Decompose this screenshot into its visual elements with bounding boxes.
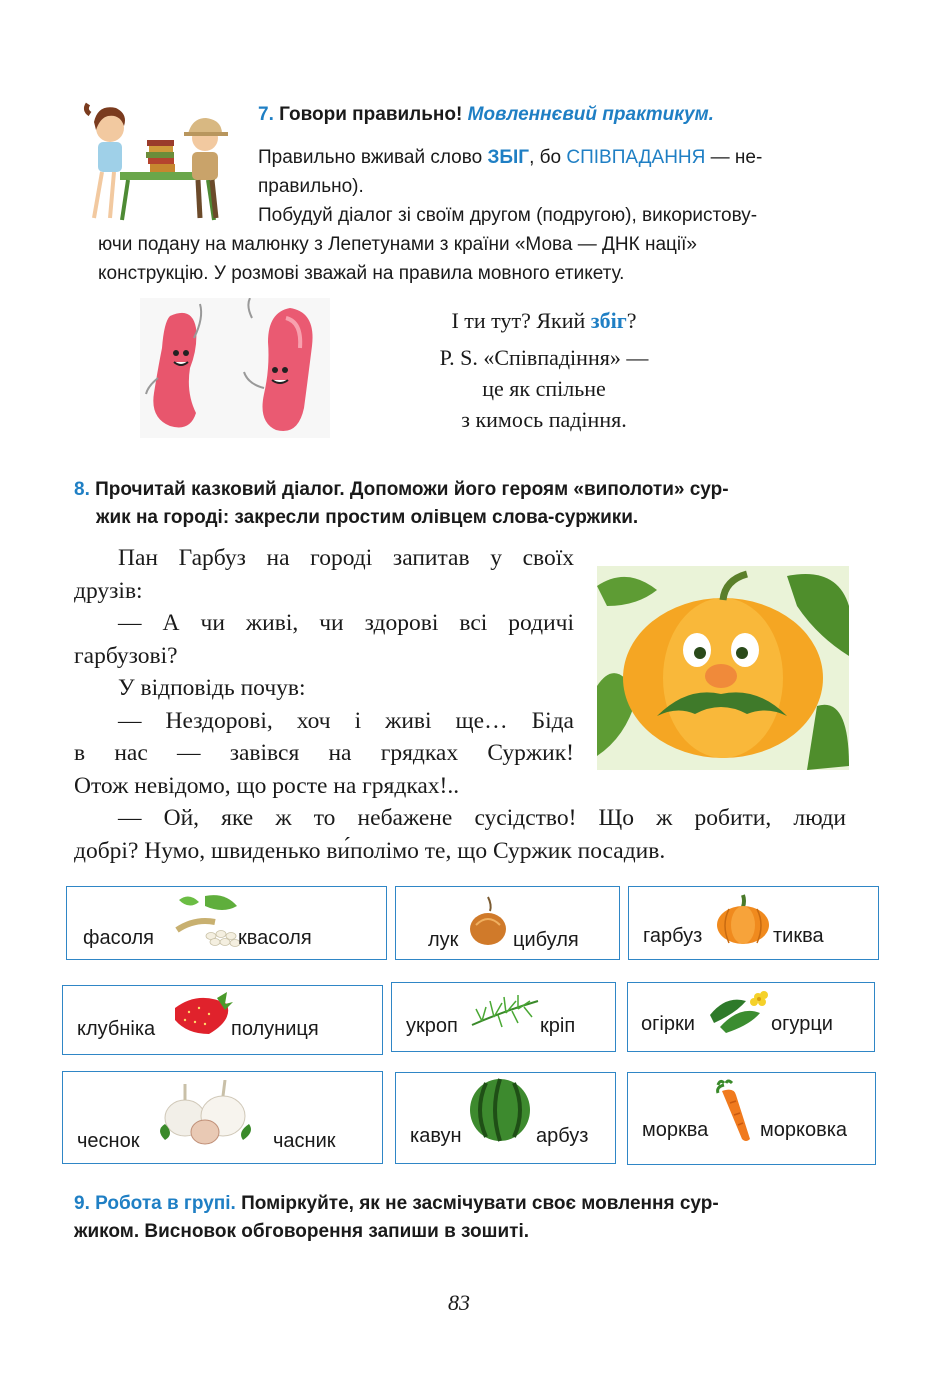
story-line: Отож невідомо, що росте на грядках!.. xyxy=(74,772,460,799)
story-line: гарбузові? xyxy=(74,642,178,669)
exercise-7-text-line: конструкцію. У розмові зважай на правила мовного етикету. xyxy=(98,263,625,284)
word-pair-box xyxy=(66,886,387,960)
word-option: чеснок xyxy=(77,1130,140,1152)
word-pair-box xyxy=(627,982,875,1052)
pumpkin-character-illustration xyxy=(597,566,849,770)
pumpkin-icon xyxy=(715,893,771,945)
poem-line: І ти тут? Який збіг? xyxy=(451,308,637,333)
garlic-icon xyxy=(155,1080,255,1150)
exercise-9-text-line: жиком. Висновок обговорення запиши в зошиті. xyxy=(74,1221,530,1242)
word-option: цибуля xyxy=(513,929,579,951)
word-option: огурци xyxy=(771,1013,833,1035)
word-option: морква xyxy=(642,1119,709,1141)
highlight-word: збіг xyxy=(590,308,627,333)
word-option: морковка xyxy=(760,1119,848,1141)
exercise-8-text-line: жик на городі: закресли простим олівцем слова-суржики. xyxy=(96,507,639,528)
children-reading-illustration xyxy=(80,100,250,225)
story-line: — Ой, яке ж то небажене сусідство! Що ж робити, люди xyxy=(118,805,846,831)
word-pair-box xyxy=(395,886,620,960)
highlight-word: СПІВПАДАННЯ xyxy=(566,147,706,168)
exercise-subtitle: Мовленнєвий практикум. xyxy=(467,104,714,125)
word-pair-box xyxy=(628,886,879,960)
exercise-number: 9. xyxy=(74,1193,90,1214)
exercise-number: 8. xyxy=(74,479,90,500)
word-option: арбуз xyxy=(536,1125,589,1147)
highlight-word: ЗБІГ xyxy=(487,147,530,168)
exercise-title: Говори правильно! xyxy=(279,104,463,125)
poem-line: з кимось падіння. xyxy=(461,407,627,432)
word-pair-box xyxy=(62,1071,383,1164)
poem-block xyxy=(404,305,684,435)
word-option: клубніка xyxy=(77,1018,156,1040)
word-pair-box xyxy=(391,982,616,1052)
exercise-7-heading xyxy=(258,104,714,126)
word-option: часник xyxy=(273,1130,336,1152)
word-pair-box xyxy=(627,1072,876,1165)
word-option: лук xyxy=(428,929,459,951)
poem-line: Р. S. «Співпадіння» — xyxy=(439,345,649,370)
word-option: кріп xyxy=(540,1015,576,1037)
word-option: гарбуз xyxy=(643,925,703,947)
exercise-7-text-line: правильно). xyxy=(258,176,364,197)
story-text xyxy=(74,542,574,802)
word-option: фасоля xyxy=(83,927,154,949)
exercise-7-text-line: Побудуй діалог зі своїм другом (подругою), використову- xyxy=(258,205,758,226)
story-line: в нас — завівся на грядках Суржик! xyxy=(74,740,574,766)
cucumber-icon xyxy=(706,987,772,1035)
story-text xyxy=(74,802,846,867)
story-line: добрі? Нумо, швиденько ви́полімо те, що Суржик посадив. xyxy=(74,837,666,864)
word-option: полуниця xyxy=(231,1018,319,1040)
dill-icon xyxy=(468,991,540,1033)
exercise-9-text-line: Поміркуйте, як не засмічувати своє мовлення сур- xyxy=(235,1193,719,1214)
word-option: укроп xyxy=(406,1015,458,1037)
onion-icon xyxy=(466,895,510,947)
carrot-icon xyxy=(716,1079,756,1143)
word-option: огірки xyxy=(641,1013,695,1035)
story-line: — Нездорові, хоч і живі ще… Біда xyxy=(118,707,574,734)
lepetuny-characters-illustration xyxy=(140,298,330,438)
word-option: тиква xyxy=(773,925,824,947)
exercise-8-text-line: Прочитай казковий діалог. Допоможи його героям «виполоти» сур- xyxy=(95,479,729,500)
word-option: кавун xyxy=(410,1125,462,1147)
exercise-7-text-line: Правильно вживай слово ЗБІГ, бо СПІВПАДАННЯ — не- xyxy=(258,147,763,168)
word-option: квасоля xyxy=(238,927,312,949)
exercise-title: Робота в групі. xyxy=(95,1193,236,1214)
story-line: Пан Гарбуз на городі запитав у своїх xyxy=(118,545,574,571)
exercise-number: 7. xyxy=(258,104,274,125)
story-line: У відповідь почув: xyxy=(118,675,306,701)
story-line: — А чи живі, чи здорові всі родичі xyxy=(118,610,574,636)
strawberry-icon xyxy=(169,990,235,1038)
word-pair-box xyxy=(395,1072,616,1164)
exercise-9-task xyxy=(74,1190,854,1246)
beans-icon xyxy=(175,892,243,948)
exercise-8-task xyxy=(74,476,854,532)
word-pair-box xyxy=(62,985,383,1055)
page-number: 83 xyxy=(448,1290,470,1315)
story-line: друзів: xyxy=(74,577,143,604)
watermelon-icon xyxy=(468,1077,532,1143)
poem-line: це як спільне xyxy=(482,376,606,401)
exercise-7-text-line: ючи подану на малюнку з Лепетунами з країни «Мова — ДНК нації» xyxy=(98,234,697,255)
